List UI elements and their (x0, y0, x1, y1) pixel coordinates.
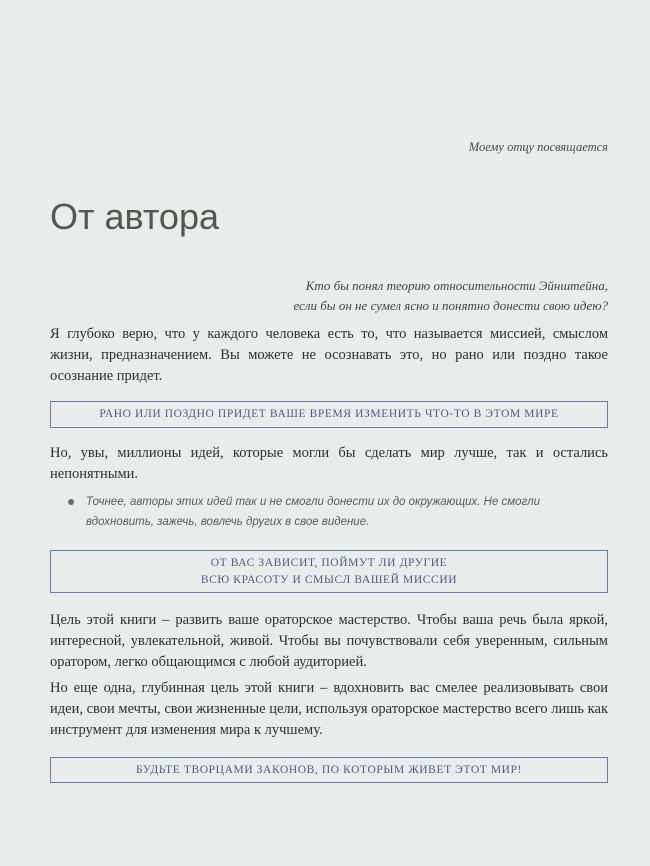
callout-box (50, 757, 608, 783)
page-title: От автора (50, 196, 219, 237)
callout-text: РАНО ИЛИ ПОЗДНО ПРИДЕТ ВАШЕ ВРЕМЯ ИЗМЕНИТЬ ЧТО-ТО В ЭТОМ МИРЕ (99, 408, 559, 420)
paragraph-goal: Цель этой книги – развить ваше ораторское мастерство. Чтобы ваша речь была яркой, интересной, увлекательной, живой. Чтобы вы почувствовали себя уверенным, сильным оратором, легко общающимся с любой аудиторией. (50, 612, 608, 670)
paragraph-mission: Я глубоко верю, что у каждого человека есть то, что называется миссией, смыслом жизни, предназначением. Вы можете не осознавать это, но рано или поздно такое осознание придет. (50, 326, 608, 384)
epigraph-line: Кто бы понял теорию относительности Эйнштейна, (305, 278, 608, 293)
epigraph (188, 276, 608, 316)
bullet-dot-icon (68, 499, 74, 505)
bullet-note (68, 492, 608, 532)
paragraph-deep-goal: Но еще одна, глубинная цель этой книги – вдохновить вас смелее реализовывать свои идеи, свои мечты, свои жизненные цели, используя ораторское мастерство всего лишь как инструмент для изменения мира к лучшему. (50, 680, 608, 738)
callout-text: ОТ ВАС ЗАВИСИТ, ПОЙМУТ ЛИ ДРУГИЕ (210, 556, 448, 569)
epigraph-line: если бы он не сумел ясно и понятно донести свою идею? (293, 298, 608, 313)
callout-text: БУДЬТЕ ТВОРЦАМИ ЗАКОНОВ, ПО КОТОРЫМ ЖИВЕТ ЭТОТ МИР! (136, 763, 522, 776)
callout-box (50, 401, 608, 428)
dedication: Моему отцу посвящается (468, 140, 608, 154)
paragraph-ideas: Но, увы, миллионы идей, которые могли бы сделать мир лучше, так и остались непонятными. (50, 445, 608, 482)
bullet-text: Точнее, авторы этих идей так и не смогли донести их до окружающих. Не смогли вдохновить, зажечь, вовлечь других в свое видение. (86, 496, 540, 528)
callout-box (50, 550, 608, 593)
callout-text: ВСЮ КРАСОТУ И СМЫСЛ ВАШЕЙ МИССИИ (200, 573, 458, 586)
